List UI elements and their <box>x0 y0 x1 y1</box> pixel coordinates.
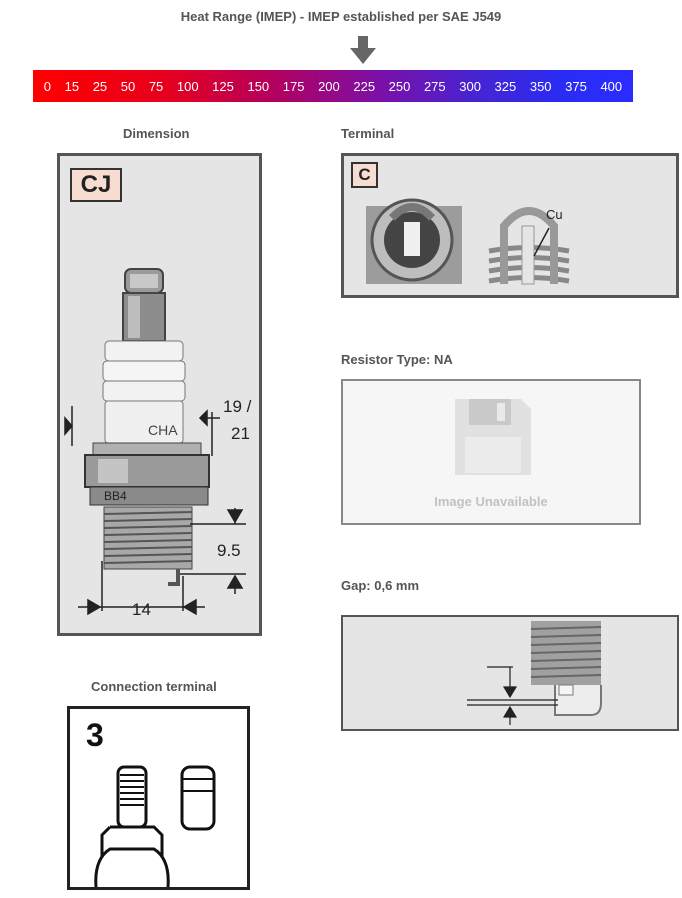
dimension-code-badge: CJ <box>70 168 122 202</box>
gap-label: Gap: 0,6 mm <box>341 578 420 593</box>
heat-range-value: 50 <box>120 78 136 94</box>
dimension-panel <box>57 153 262 636</box>
heat-range-value: 75 <box>148 78 164 94</box>
resistor-image-placeholder <box>341 379 641 525</box>
heat-range-value: 250 <box>388 78 411 94</box>
terminal-material-label: Cu <box>546 207 563 222</box>
heat-range-value: 150 <box>247 78 270 94</box>
heat-range-value: 200 <box>318 78 340 94</box>
heat-range-value: 0 <box>43 78 52 94</box>
heat-range-value: 375 <box>565 78 587 94</box>
terminal-photo-drawing <box>344 156 676 295</box>
gap-panel <box>341 615 679 731</box>
brand-partial-text: CHA <box>148 422 178 438</box>
gap-drawing <box>343 617 677 729</box>
heat-range-value: 225 <box>353 78 376 94</box>
image-unavailable-text: Image Unavailable <box>434 494 548 509</box>
heat-range-value: 300 <box>459 78 481 94</box>
heat-range-value: 125 <box>212 78 234 94</box>
part-partial-text: BB4 <box>104 489 127 503</box>
resistor-label: Resistor Type: NA <box>341 352 453 367</box>
dimension-value-1b: 21 <box>231 424 250 443</box>
heat-range-value: 175 <box>282 78 305 94</box>
terminal-panel <box>341 153 679 298</box>
dimension-value-3: 14 <box>132 600 151 619</box>
heat-range-value: 350 <box>529 78 552 94</box>
heat-range-bar <box>33 70 633 102</box>
connection-code: 3 <box>86 717 104 753</box>
heat-range-value: 100 <box>176 78 199 94</box>
connection-terminal-drawing <box>70 709 247 887</box>
spark-plug-dimension-drawing <box>60 156 259 633</box>
heat-range-value: 325 <box>494 78 517 94</box>
terminal-label: Terminal <box>341 126 395 141</box>
dimension-value-1a: 19 / <box>223 397 252 416</box>
heat-range-value: 400 <box>600 78 623 94</box>
connection-terminal-label: Connection terminal <box>91 679 217 694</box>
terminal-code-badge: C <box>351 162 378 188</box>
heat-range-value: 15 <box>64 78 80 94</box>
heat-range-value: 275 <box>423 78 446 94</box>
connection-terminal-panel <box>67 706 250 890</box>
dimension-label: Dimension <box>123 126 190 141</box>
dimension-value-2: 9.5 <box>217 541 241 560</box>
heat-range-value: 25 <box>92 78 108 94</box>
heat-range-title: Heat Range (IMEP) - IMEP established per SAE J549 <box>180 9 502 24</box>
floppy-disk-icon <box>451 395 535 479</box>
arrow-down-icon <box>350 36 376 64</box>
